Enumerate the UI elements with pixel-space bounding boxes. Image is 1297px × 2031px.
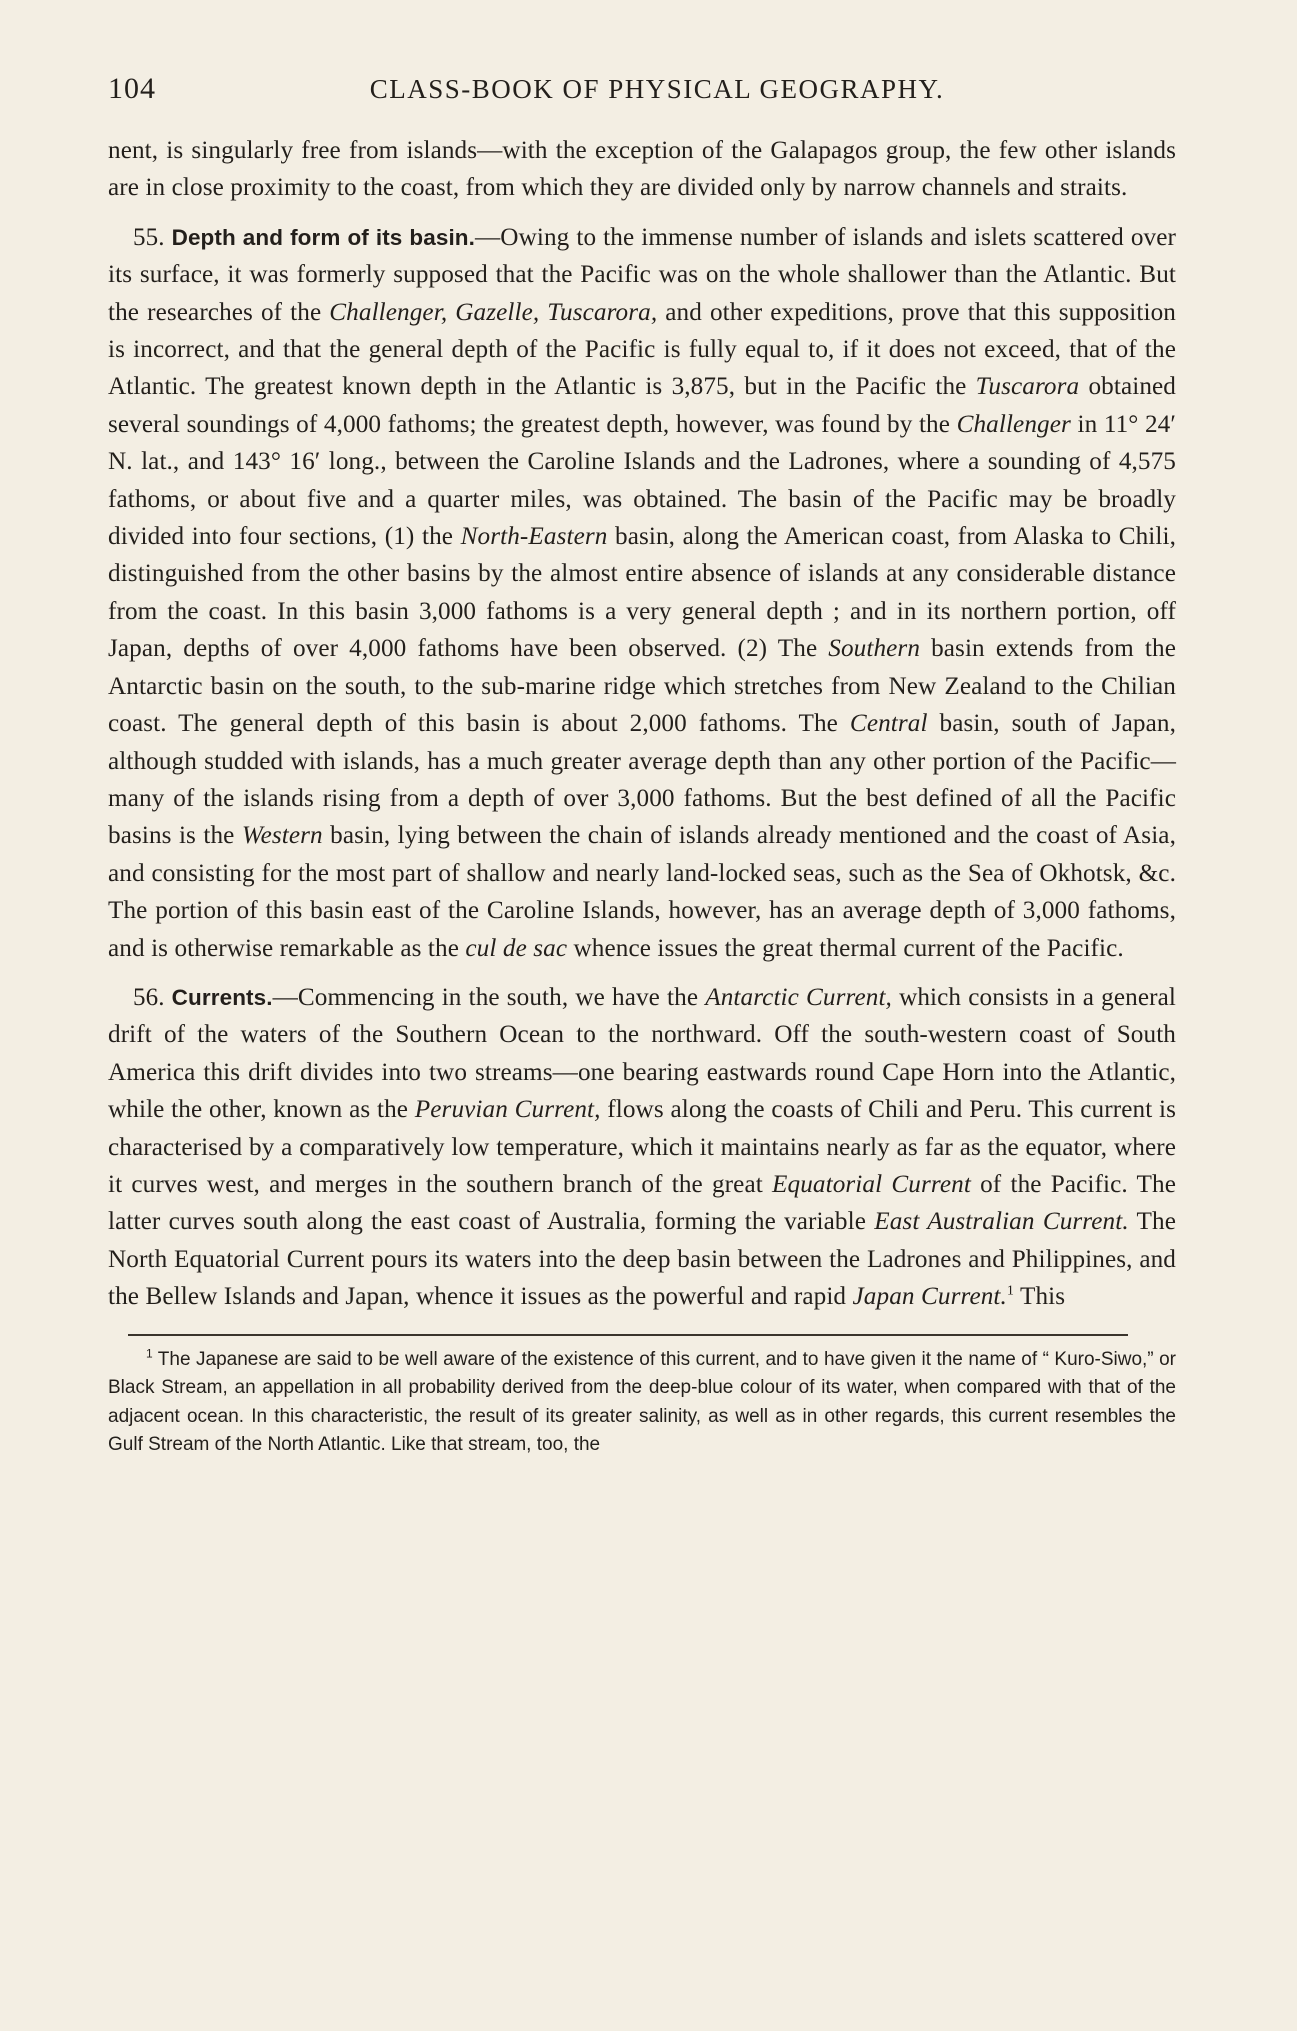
italic-text: Western (241, 822, 323, 850)
italic-text: Tuscarora (975, 373, 1080, 401)
italic-text: Japan Current. (852, 1283, 1007, 1311)
section-number: 55. (133, 223, 165, 251)
paragraph-text: nent, is singularly free from islands—with the exception of the Galapagos group, the few other islands are in close proximity to the coast, from which they are divided only by narrow channels and straits. (108, 137, 1176, 202)
text-run: —Commencing in the south, we have the (272, 983, 706, 1011)
section-number: 56. (133, 983, 165, 1011)
italic-text: Equatorial Current (772, 1170, 971, 1198)
text-run: The North Equatorial Current pours its waters into the deep basin between the Ladrones and Philippines, and the Bellew Islands and Japan, whence it issues as the powerful and rapid (108, 1208, 1176, 1311)
italic-text: Challenger (956, 410, 1071, 438)
italic-text: East Australian Current. (874, 1208, 1129, 1236)
footnote-divider (128, 1334, 1128, 1336)
running-title: CLASS-BOOK OF PHYSICAL GEOGRAPHY. (369, 74, 945, 104)
text-run: This (1014, 1283, 1066, 1311)
italic-text: Central (849, 710, 928, 738)
section-heading: Currents. (171, 984, 273, 1010)
text-run: and other expeditions, prove that this supposition is incorrect, and that the general depth of the Pacific is fully equal to, if it does not exceed, that of the Atlantic. The greatest known depth in the Atlantic is 3,875, but in the Pacific the (108, 298, 1176, 401)
footnote-text: The Japanese are said to be well aware of the existence of this current, and to have given it the name of “ Kuro-Siwo,” or Black Stream, an appellation in all probability derived from the deep-blue colour of its water, when compared with that of the adjacent ocean. In this characteristic, the result of its greater salinity, as well as in other regards, this current resembles the Gulf Stream of the North Atlantic. Like that stream, too, the (108, 1348, 1176, 1456)
section-56 (108, 979, 1176, 1316)
running-header (108, 72, 1176, 120)
italic-text: Challenger, Gazelle, Tuscarora, (329, 298, 658, 326)
footnote-reference[interactable]: 1 (1006, 1283, 1015, 1299)
text-run: basin, lying between the chain of islands already mentioned and the coast of Asia, and consisting for the most part of shallow and nearly land-locked seas, such as the Sea of Okhotsk, &c. The portion of this basin east of the Caroline Islands, however, has an average depth of 3,000 fathoms, and is otherwise remarkable as the (108, 822, 1176, 962)
paragraph-continuation (108, 132, 1176, 207)
text-run: which consists in a general drift of the waters of the Southern Ocean to the northward. Off the south-western coast of South America this drift divides into two streams—one bearing eastwards round Cape Horn into the Atlantic, while the other, known as the (108, 983, 1176, 1124)
footnote-marker: 1 (146, 1346, 153, 1361)
section-heading: Depth and form of its basin. (171, 224, 475, 250)
section-55 (108, 219, 1176, 967)
italic-text: Antarctic Current, (705, 983, 892, 1011)
book-page (108, 72, 1176, 1460)
text-run: basin, along the American coast, from Alaska to Chili, distinguished from the other basins by the almost entire absence of islands at any considerable distance from the coast. In this basin 3,000 fathoms is a very general depth ; and in its northern portion, off Japan, depths of over 4,000 fathoms have been observed. (2) The (108, 523, 1176, 663)
text-run: basin extends from the Antarctic basin on the south, to the sub-marine ridge which stretches from New Zealand to the Chilian coast. The general depth of this basin is about 2,000 fathoms. The (108, 635, 1176, 738)
italic-text: cul de sac (465, 934, 568, 962)
italic-text: Peruvian Current, (414, 1096, 601, 1124)
text-run: obtained several soundings of 4,000 fathoms; the greatest depth, however, was found by the (108, 373, 1176, 438)
text-run: —Owing to the immense number of islands and islets scattered over its surface, it was formerly supposed that the Pacific was on the whole shallower than the Atlantic. But the researches of the (108, 223, 1176, 326)
italic-text: North-Eastern (460, 523, 608, 551)
text-run: in 11° 24′ N. lat., and 143° 16′ long., between the Caroline Islands and the Ladrones, where a sounding of 4,575 fathoms, or about five and a quarter miles, was obtained. The basin of the Pacific may be broadly divided into four sections, (1) the (108, 410, 1176, 551)
text-run: flows along the coasts of Chili and Peru. This current is characterised by a comparatively low temperature, which it maintains nearly as far as the equator, where it curves west, and merges in the southern branch of the great (108, 1096, 1177, 1198)
text-run: basin, south of Japan, although studded with islands, has a much greater average depth than any other portion of the Pacific—many of the islands rising from a depth of over 3,000 fathoms. But the best defined of all the Pacific basins is the (108, 710, 1176, 850)
body-text (108, 132, 1176, 1316)
text-run: whence issues the great thermal current of the Pacific. (567, 934, 1124, 962)
text-run: of the Pacific. The latter curves south along the east coast of Australia, forming the variable (108, 1170, 1176, 1236)
italic-text: Southern (828, 635, 921, 663)
page-number: 104 (108, 72, 156, 105)
footnote (108, 1346, 1176, 1460)
